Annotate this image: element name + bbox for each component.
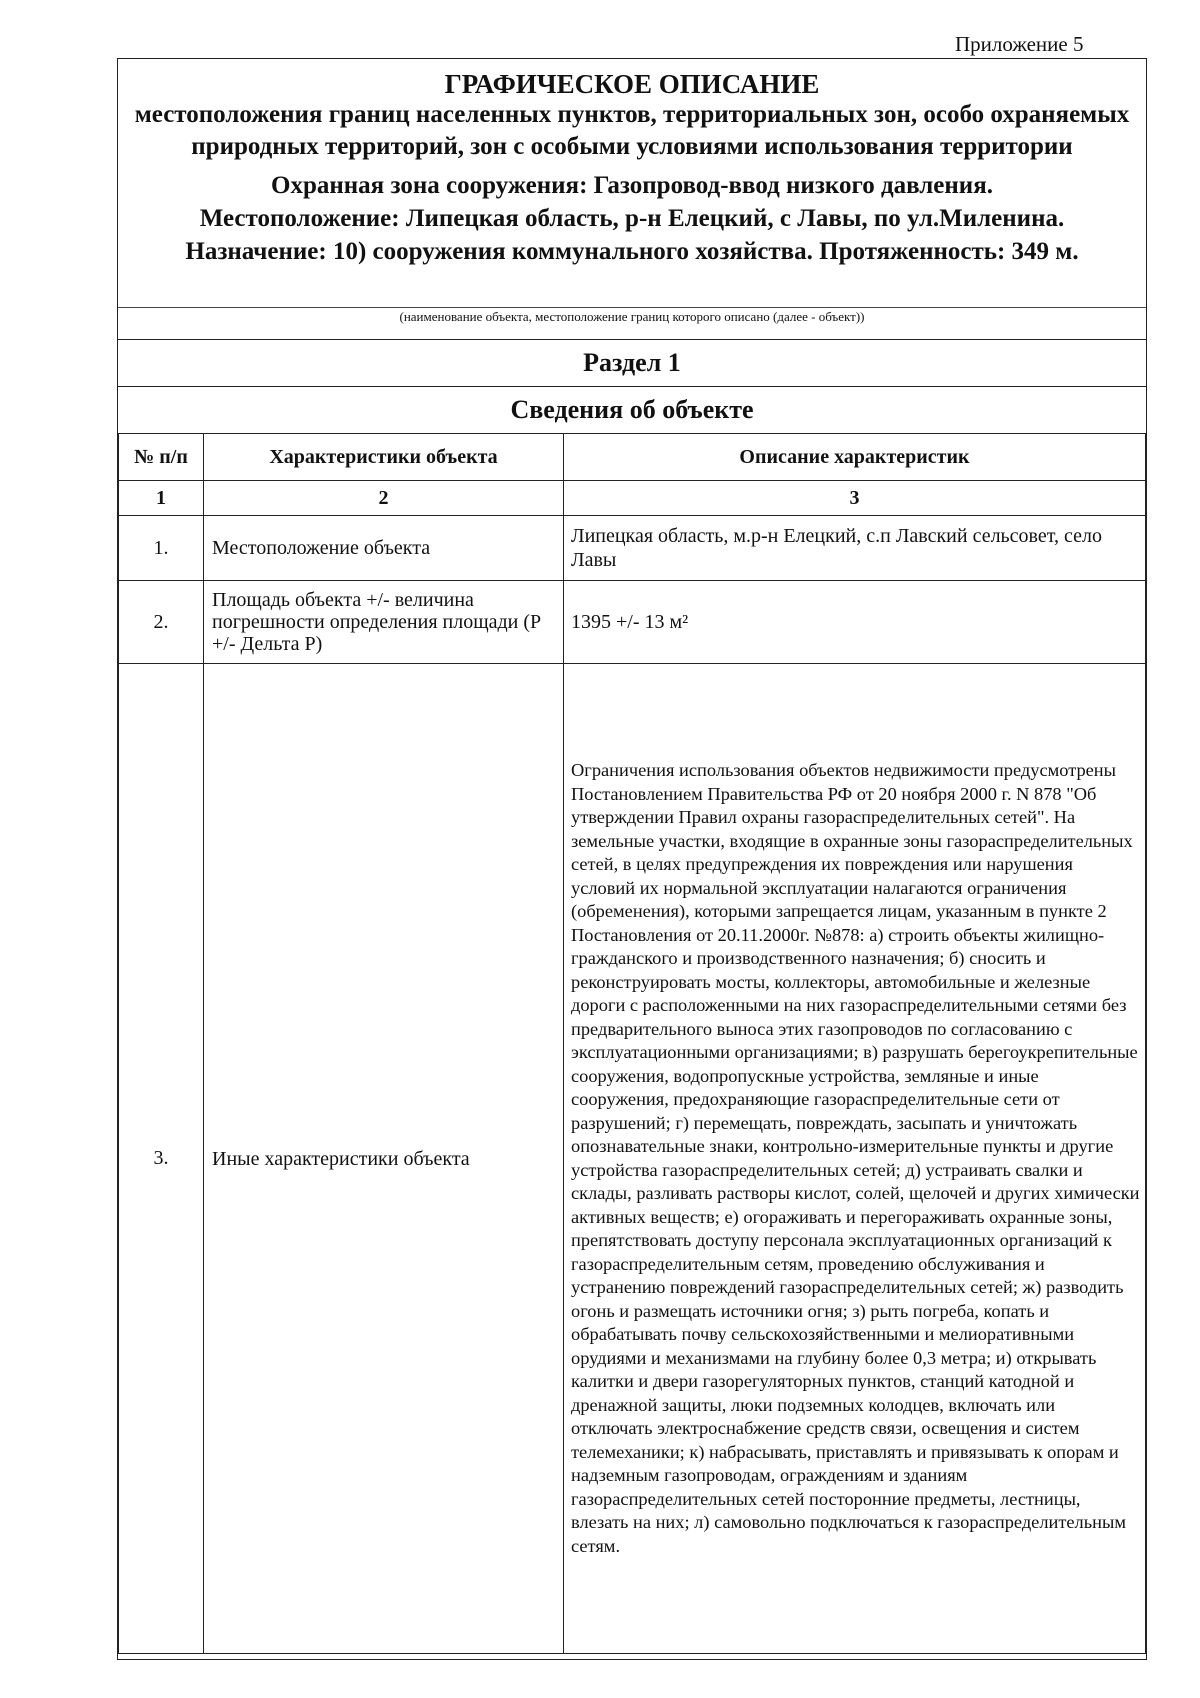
row-number: 1.: [119, 516, 204, 581]
row-characteristic: Площадь объекта +/- величина погрешности определения площади (P +/- Дельта P): [204, 581, 564, 664]
header-number: № п/п: [119, 434, 204, 481]
header-characteristic: Характеристики объекта: [204, 434, 564, 481]
table-header-row: [119, 434, 1146, 481]
object-note: (наименование объекта, местоположение границ которого описано (далее - объект)): [399, 309, 865, 324]
header-description: Описание характеристик: [564, 434, 1146, 481]
table-row: [119, 516, 1146, 581]
document-header: [118, 59, 1146, 307]
table-column-number-row: [119, 481, 1146, 516]
document-frame: [117, 58, 1147, 1660]
row-description: 1395 +/- 13 м²: [564, 581, 1146, 664]
object-line-2: Местоположение: Липецкая область, р-н Елецкий, с Лавы, по ул.Миленина.: [199, 205, 1065, 232]
header-divider: [118, 307, 1146, 308]
object-line-3: Назначение: 10) сооружения коммунального хозяйства. Протяженность: 349 м.: [185, 238, 1079, 265]
section-title: Раздел 1: [118, 339, 1146, 386]
row-number: 2.: [119, 581, 204, 664]
object-description: [118, 169, 1146, 268]
column-number-3: 3: [564, 481, 1146, 516]
section-subtitle: Сведения об объекте: [118, 386, 1146, 433]
row-description: Ограничения использования объектов недвижимости предусмотрены Постановлением Правительства РФ от 20 ноября 2000 г. N 878 "Об утверждении Правил охраны газораспределительных сетей". На земельные участки, входящие в охранные зоны газораспределительных сетей, в целях предупреждения их повреждения или нарушения условий их нормальной эксплуатации налагаются ограничения (обременения), которыми запрещается лицам, указанным в пункте 2 Постановления от 20.11.2000г. №878: а) строить объекты жилищно-гражданского и производственного назначения; б) сносить и реконструировать мосты, коллекторы, автомобильные и железные дороги с расположенными на них газораспределительными сетями без предварительного выноса этих газопроводов по согласованию с эксплуатационными организациями; в) разрушать берегоукрепительные сооружения, водопропускные устройства, земляные и иные сооружения, предохраняющие газораспределительные сети от разрушений; г) перемещать, повреждать, засыпать и уничтожать опознавательные знаки, контрольно-измерительные пункты и другие устройства газораспределительных сетей; д) устраивать свалки и склады, разливать растворы кислот, солей, щелочей и других химически активных веществ; е) огораживать и перегораживать охранные зоны, препятствовать доступу персонала эксплуатационных организаций к газораспределительным сетям, проведению обслуживания и устранению повреждений газораспределительных сетей; ж) разводить огонь и размещать источники огня; з) рыть погреба, копать и обрабатывать почву сельскохозяйственными и мелиоративными орудиями и механизмами на глубину более 0,3 метра; и) открывать калитки и двери газорегуляторных пунктов, станций катодной и дренажной защиты, люки подземных колодцев, включать или отключать электроснабжение средств связи, освещения и систем телемеханики; к) набрасывать, приставлять и привязывать к опорам и надземным газопроводам, ограждениям и зданиям газораспределительных сетей посторонние предметы, лестницы, влезать на них; л) самовольно подключаться к газораспределительным сетям.: [564, 664, 1146, 1654]
object-info-table: [118, 433, 1146, 1654]
column-number-2: 2: [204, 481, 564, 516]
row-number: 3.: [119, 664, 204, 1654]
row-description: Липецкая область, м.р-н Елецкий, с.п Лавский сельсовет, село Лавы: [564, 516, 1146, 581]
table-row: [119, 664, 1146, 1654]
object-line-1: Охранная зона сооружения: Газопровод-ввод низкого давления.: [271, 172, 993, 199]
table-row: [119, 581, 1146, 664]
column-number-1: 1: [119, 481, 204, 516]
appendix-label: Приложение 5: [955, 32, 1084, 56]
document-subtitle: местоположения границ населенных пунктов, территориальных зон, особо охраняемых природных территорий, зон с особыми условиями использования территории: [134, 101, 1130, 160]
row-characteristic: Иные характеристики объекта: [204, 664, 564, 1654]
document-title: ГРАФИЧЕСКОЕ ОПИСАНИЕ: [444, 69, 820, 99]
row-characteristic: Местоположение объекта: [204, 516, 564, 581]
